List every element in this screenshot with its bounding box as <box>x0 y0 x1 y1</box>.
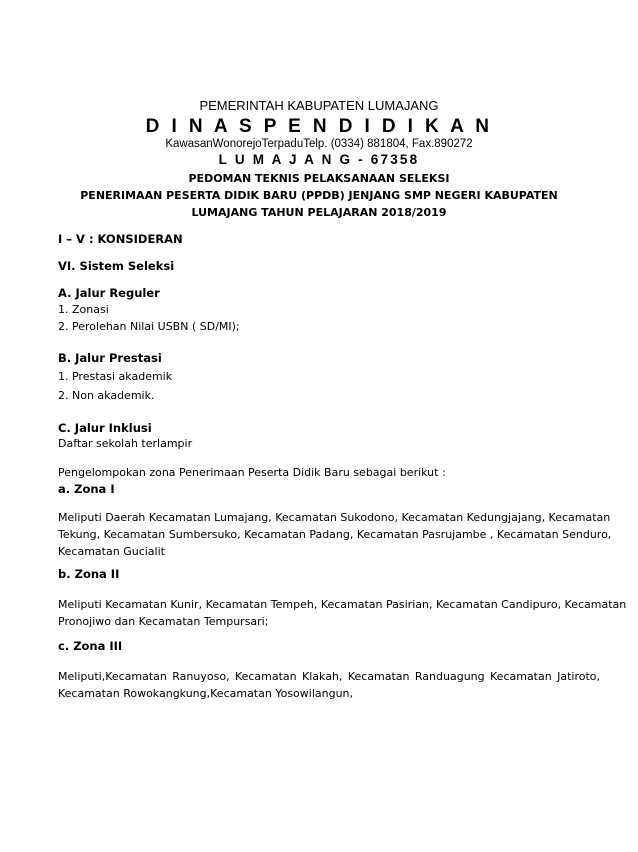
zona-3-line: Meliputi,Kecamatan Ranuyoso, Kecamatan Klakah, Kecamatan Randuagung Kecamatan Jatiroto, <box>58 670 600 683</box>
jalur-prestasi-heading: B. Jalur Prestasi <box>58 351 162 365</box>
office-name: D I N A S P E N D I D I K A N <box>145 116 493 137</box>
section-konsideran: I – V : KONSIDERAN <box>58 232 183 246</box>
zona-3-heading: c. Zona III <box>58 639 123 653</box>
document-title-line-2: PENERIMAAN PESERTA DIDIK BARU (PPDB) JENJANG SMP NEGERI KABUPATEN <box>80 189 558 202</box>
pengelompokan-zona-text: Pengelompokan zona Penerimaan Peserta Didik Baru sebagai berikut : <box>58 466 446 479</box>
jalur-reguler-heading: A. Jalur Reguler <box>58 286 160 300</box>
zona-1-line: Tekung, Kecamatan Sumbersuko, Kecamatan Padang, Kecamatan Pasrujambe , Kecamatan Senduro, <box>58 528 612 541</box>
jalur-prestasi-item: 2. Non akademik. <box>58 389 155 402</box>
section-sistem-seleksi: VI. Sistem Seleksi <box>58 259 175 273</box>
jalur-reguler-item: 1. Zonasi <box>58 303 109 316</box>
jalur-reguler-item: 2. Perolehan Nilai USBN ( SD/MI); <box>58 320 240 333</box>
document-title-line-3: LUMAJANG TAHUN PELAJARAN 2018/2019 <box>191 206 447 219</box>
zona-1-line: Meliputi Daerah Kecamatan Lumajang, Kecamatan Sukodono, Kecamatan Kedungjajang, Kecamatan <box>58 511 611 524</box>
office-address: KawasanWonorejoTerpaduTelp. (0334) 881804, Fax.890272 <box>165 138 473 150</box>
zona-2-line: Meliputi Kecamatan Kunir, Kecamatan Tempeh, Kecamatan Pasirian, Kecamatan Candipuro, Kecamatan <box>58 598 627 611</box>
jalur-inklusi-heading: C. Jalur Inklusi <box>58 421 152 435</box>
zona-3-paragraph <box>58 668 600 702</box>
document-title-line-1: PEDOMAN TEKNIS PELAKSANAAN SELEKSI <box>188 172 450 185</box>
zona-1-heading: a. Zona I <box>58 482 115 496</box>
government-name: PEMERINTAH KABUPATEN LUMAJANG <box>199 98 439 113</box>
zona-2-heading: b. Zona II <box>58 567 120 581</box>
zona-2-line: Pronojiwo dan Kecamatan Tempursari; <box>58 615 269 628</box>
zona-1-paragraph <box>58 509 612 560</box>
city-postcode: L U M A J A N G - 67358 <box>218 152 420 167</box>
zona-3-line: Kecamatan Rowokangkung,Kecamatan Yosowilangun, <box>58 687 354 700</box>
jalur-prestasi-item: 1. Prestasi akademik <box>58 370 173 383</box>
zona-2-paragraph <box>58 596 627 630</box>
jalur-inklusi-text: Daftar sekolah terlampir <box>58 437 193 450</box>
zona-1-line: Kecamatan Gucialit <box>58 545 165 558</box>
